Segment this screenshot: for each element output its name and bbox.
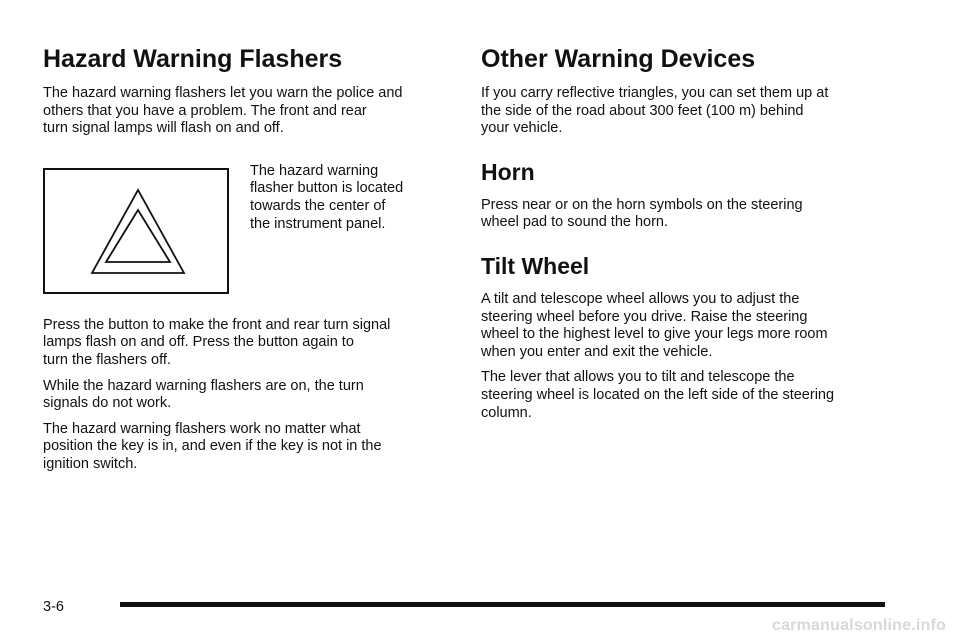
hazard-paragraph-turn-signals: While the hazard warning flashers are on, the turn signals do not work. [43,377,364,412]
right-column [481,44,901,422]
watermark-text: carmanualsonline.info [771,617,946,634]
hazard-triangle-icon [45,170,231,296]
heading-other-warning-devices: Other Warning Devices [481,45,756,73]
heading-horn: Horn [481,158,535,185]
other-warning-devices-paragraph: If you carry reflective triangles, you can set them up at the side of the road about 300 feet (100 m) behind your vehicle. [481,85,829,137]
hazard-figure [43,168,229,294]
page-number: 3-6 [43,599,64,615]
hazard-figure-caption: The hazard warning flasher button is located towards the center of the instrument panel. [250,162,404,232]
horn-paragraph: Press near or on the horn symbols on the steering wheel pad to sound the horn. [481,196,803,231]
left-column [43,44,453,474]
footer-divider [120,602,885,607]
hazard-intro-paragraph: The hazard warning flashers let you warn the police and others that you have a problem. The front and rear turn signal lamps will flash on and off. [43,85,403,137]
hazard-figure-row [43,162,453,298]
heading-hazard-warning-flashers: Hazard Warning Flashers [43,45,343,73]
hazard-paragraph-key-position: The hazard warning flashers work no matter what position the key is in, and even if the key is not in the ignition switch. [43,420,382,472]
heading-tilt-wheel: Tilt Wheel [481,252,590,279]
tilt-wheel-paragraph-2: The lever that allows you to tilt and telescope the steering wheel is located on the left side of the steering column. [481,369,835,421]
hazard-paragraph-press-button: Press the button to make the front and rear turn signal lamps flash on and off. Press the button again to turn the flashers off. [43,316,391,368]
tilt-wheel-paragraph-1: A tilt and telescope wheel allows you to adjust the steering wheel before you drive. Raise the steering wheel to the highest level to give your legs more room when you enter and exit the vehicle. [481,290,828,360]
